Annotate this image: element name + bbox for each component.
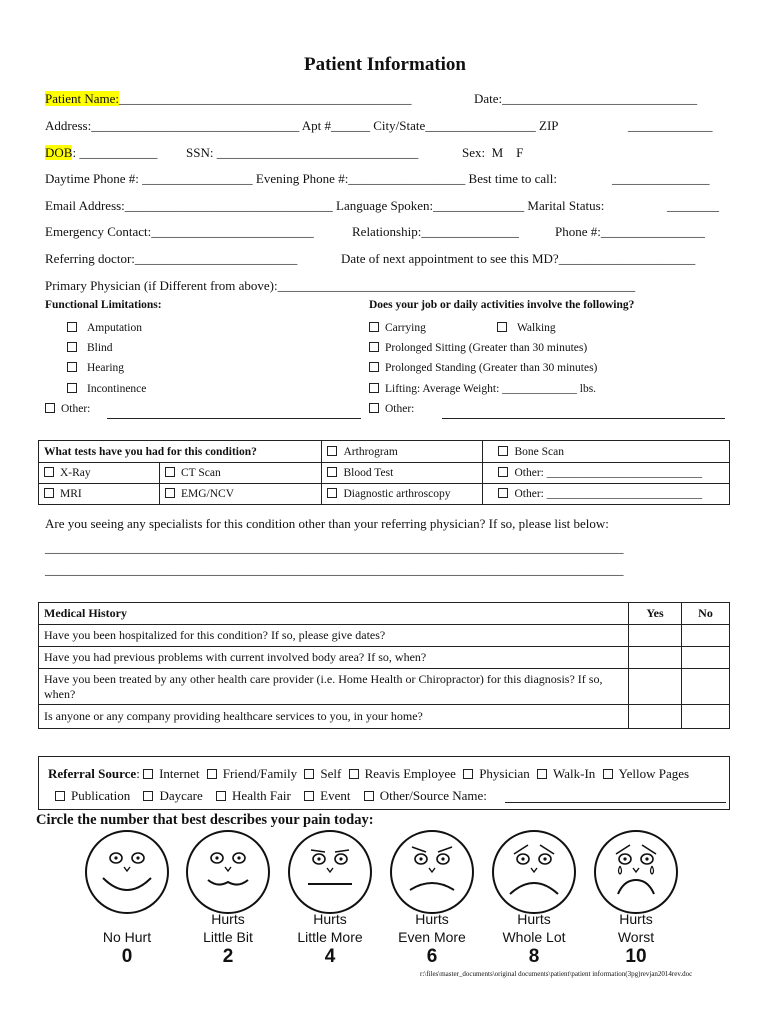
no-column-header: No bbox=[682, 603, 730, 625]
email-language-fields[interactable]: Email Address:________________________________ Language Spoken:______________ Marital Status: bbox=[45, 198, 605, 213]
table-row bbox=[39, 647, 730, 669]
pain-number-6[interactable]: 6 bbox=[426, 946, 438, 967]
checkbox-physician[interactable]: Physician bbox=[463, 766, 530, 781]
dob-field[interactable]: DOB: ____________ bbox=[45, 145, 158, 160]
marital-status-field[interactable]: ________ bbox=[667, 198, 719, 213]
checkbox-prolonged-sitting[interactable]: Prolonged Sitting (Greater than 30 minutes) bbox=[369, 342, 587, 354]
pain-number-4[interactable]: 4 bbox=[324, 946, 336, 967]
answer-yes-4[interactable] bbox=[629, 705, 682, 729]
checkbox-daycare[interactable]: Daycare bbox=[143, 788, 202, 803]
checkbox-icon bbox=[304, 791, 314, 801]
face-label-2: Hurts Little Bit bbox=[203, 911, 253, 945]
history-question-4: Is anyone or any company providing healthcare services to you, in your home? bbox=[39, 705, 629, 729]
checkbox-ct-scan[interactable]: CT Scan bbox=[160, 463, 322, 484]
pain-scale-heading: Circle the number that best describes your pain today: bbox=[36, 812, 374, 828]
functional-other-line[interactable] bbox=[107, 418, 361, 419]
face-hurts-worst-icon[interactable] bbox=[595, 831, 677, 913]
phone-fields[interactable]: Daytime Phone #: _________________ Evening Phone #:__________________ Best time to call: bbox=[45, 171, 558, 186]
emergency-contact-field[interactable]: Emergency Contact:_________________________ bbox=[45, 224, 314, 239]
checkbox-icon bbox=[349, 769, 359, 779]
dob-label: DOB bbox=[45, 145, 73, 160]
tests-question: What tests have you had for this condition? bbox=[39, 441, 322, 463]
checkbox-icon bbox=[463, 769, 473, 779]
medical-history-table bbox=[38, 602, 730, 729]
face-label-10: Hurts Worst bbox=[617, 911, 655, 945]
answer-yes-1[interactable] bbox=[629, 625, 682, 647]
checkbox-blind[interactable]: Blind bbox=[67, 342, 113, 354]
ssn-field[interactable]: SSN: _______________________________ bbox=[186, 145, 419, 160]
checkbox-internet[interactable]: Internet bbox=[143, 766, 199, 781]
checkbox-icon bbox=[369, 322, 379, 332]
patient-name-line: _____________________________________________ bbox=[119, 91, 412, 106]
checkbox-icon bbox=[44, 467, 54, 477]
medical-history-heading: Medical History bbox=[39, 603, 629, 625]
pain-number-10[interactable]: 10 bbox=[625, 946, 647, 967]
checkbox-icon bbox=[165, 488, 175, 498]
answer-no-1[interactable] bbox=[682, 625, 730, 647]
face-no-hurt-icon[interactable] bbox=[86, 831, 168, 913]
referral-line-2 bbox=[55, 788, 487, 804]
checkbox-icon bbox=[165, 467, 175, 477]
checkbox-icon bbox=[369, 403, 379, 413]
checkbox-functional-other[interactable]: Other: bbox=[45, 403, 90, 415]
checkbox-icon bbox=[67, 383, 77, 393]
table-row bbox=[39, 625, 730, 647]
checkbox-icon bbox=[498, 446, 508, 456]
checkbox-icon bbox=[45, 403, 55, 413]
checkbox-test-other-2[interactable]: Other: ___________________________ bbox=[483, 484, 730, 505]
referral-line-1: Referral Source: Internet Friend/Family Self Reavis Employee Physician Walk-In Yellow Pages bbox=[48, 766, 690, 781]
checkbox-bone-scan[interactable]: Bone Scan bbox=[483, 441, 730, 463]
checkbox-diagnostic-arthroscopy[interactable]: Diagnostic arthroscopy bbox=[322, 484, 483, 505]
page-title: Patient Information bbox=[303, 54, 466, 75]
table-row bbox=[39, 669, 730, 705]
checkbox-icon bbox=[55, 791, 65, 801]
job-other-line[interactable] bbox=[442, 418, 725, 419]
next-appointment-field[interactable]: Date of next appointment to see this MD?_____________________ bbox=[341, 251, 696, 266]
pain-number-2[interactable]: 2 bbox=[222, 946, 234, 967]
best-time-field[interactable]: _______________ bbox=[612, 171, 710, 186]
checkbox-lifting[interactable]: Lifting: Average Weight: _____________ lbs. bbox=[369, 383, 596, 395]
checkbox-hearing[interactable]: Hearing bbox=[67, 362, 124, 374]
checkbox-event[interactable]: Event bbox=[304, 788, 350, 803]
address-field[interactable]: Address:________________________________ Apt #______ City/State_________________ ZIP bbox=[45, 118, 559, 133]
checkbox-xray[interactable]: X-Ray bbox=[39, 463, 160, 484]
checkbox-friend-family[interactable]: Friend/Family bbox=[207, 766, 297, 781]
checkbox-reavis-employee[interactable]: Reavis Employee bbox=[349, 766, 456, 781]
checkbox-icon bbox=[369, 342, 379, 352]
other-source-line[interactable] bbox=[505, 802, 726, 803]
checkbox-icon bbox=[143, 769, 153, 779]
answer-no-3[interactable] bbox=[682, 669, 730, 705]
yes-column-header: Yes bbox=[629, 603, 682, 625]
checkbox-icon bbox=[498, 488, 508, 498]
pain-number-0[interactable]: 0 bbox=[121, 946, 133, 967]
checkbox-yellow-pages[interactable]: Yellow Pages bbox=[603, 766, 690, 781]
checkbox-test-other-1[interactable]: Other: ___________________________ bbox=[483, 463, 730, 484]
patient-name-label: Patient Name: bbox=[45, 91, 120, 106]
referral-source-label: Referral Source bbox=[48, 766, 137, 781]
checkbox-icon bbox=[603, 769, 613, 779]
checkbox-prolonged-standing[interactable]: Prolonged Standing (Greater than 30 minutes) bbox=[369, 362, 597, 374]
face-hurts-whole-lot-icon[interactable] bbox=[493, 831, 575, 913]
checkbox-icon bbox=[327, 488, 337, 498]
face-hurts-even-more-icon[interactable] bbox=[391, 831, 473, 913]
history-question-1: Have you been hospitalized for this condition? If so, please give dates? bbox=[39, 625, 629, 647]
checkbox-mri[interactable]: MRI bbox=[39, 484, 160, 505]
table-row bbox=[39, 705, 730, 729]
answer-no-2[interactable] bbox=[682, 647, 730, 669]
checkbox-walk-in[interactable]: Walk-In bbox=[537, 766, 595, 781]
job-activities-heading: Does your job or daily activities involve the following? bbox=[369, 299, 635, 311]
checkbox-amputation[interactable]: Amputation bbox=[67, 322, 142, 334]
checkbox-blood-test[interactable]: Blood Test bbox=[322, 463, 483, 484]
checkbox-icon bbox=[207, 769, 217, 779]
checkbox-arthrogram[interactable]: Arthrogram bbox=[322, 441, 483, 463]
specialists-line-1[interactable]: _________________________________________________________________________________________ bbox=[45, 540, 624, 555]
checkbox-other-source[interactable]: Other/Source Name: bbox=[364, 788, 487, 803]
checkbox-job-other[interactable]: Other: bbox=[369, 403, 414, 415]
checkbox-health-fair[interactable]: Health Fair bbox=[216, 788, 291, 803]
pain-faces bbox=[0, 828, 770, 914]
checkbox-icon bbox=[304, 769, 314, 779]
functional-limitations-heading: Functional Limitations: bbox=[45, 299, 162, 311]
checkbox-incontinence[interactable]: Incontinence bbox=[67, 383, 146, 395]
answer-yes-3[interactable] bbox=[629, 669, 682, 705]
date-field[interactable]: Date:______________________________ bbox=[474, 91, 698, 106]
checkbox-icon bbox=[369, 383, 379, 393]
checkbox-icon bbox=[143, 791, 153, 801]
answer-yes-2[interactable] bbox=[629, 647, 682, 669]
file-path-footer: r:\files\master_documents\original documents\patient\patient information(3pg)revjan2014rev.doc bbox=[420, 970, 693, 978]
face-label-0: No Hurt bbox=[102, 929, 152, 945]
checkbox-icon bbox=[67, 322, 77, 332]
answer-no-4[interactable] bbox=[682, 705, 730, 729]
history-question-3: Have you been treated by any other health care provider (i.e. Home Health or Chiropractor) for this diagnosis? If so, when? bbox=[39, 669, 629, 705]
checkbox-walking[interactable]: Walking bbox=[497, 322, 556, 334]
emergency-phone-field[interactable]: Phone #:________________ bbox=[555, 224, 705, 239]
face-hurts-little-more-icon[interactable] bbox=[289, 831, 371, 913]
checkbox-emg-ncv[interactable]: EMG/NCV bbox=[160, 484, 322, 505]
checkbox-carrying[interactable]: Carrying bbox=[369, 322, 426, 334]
checkbox-icon bbox=[498, 467, 508, 477]
zip-field[interactable]: _____________ bbox=[628, 118, 713, 133]
pain-number-8[interactable]: 8 bbox=[528, 946, 540, 967]
face-label-4: Hurts Little More bbox=[297, 911, 363, 945]
checkbox-icon bbox=[537, 769, 547, 779]
checkbox-icon bbox=[364, 791, 374, 801]
checkbox-icon bbox=[327, 467, 337, 477]
checkbox-icon bbox=[67, 362, 77, 372]
specialists-question: Are you seeing any specialists for this condition other than your referring physician? If so, please list below: bbox=[45, 516, 609, 531]
face-hurts-little-bit-icon[interactable] bbox=[187, 831, 269, 913]
history-question-2: Have you had previous problems with current involved body area? If so, when? bbox=[39, 647, 629, 669]
checkbox-self[interactable]: Self bbox=[304, 766, 341, 781]
tests-table bbox=[38, 440, 730, 505]
checkbox-icon bbox=[497, 322, 507, 332]
checkbox-icon bbox=[216, 791, 226, 801]
checkbox-icon bbox=[369, 362, 379, 372]
referring-doctor-field[interactable]: Referring doctor:_________________________ bbox=[45, 251, 298, 266]
checkbox-icon bbox=[67, 342, 77, 352]
face-label-8: Hurts Whole Lot bbox=[502, 911, 566, 945]
sex-field[interactable]: Sex: M F bbox=[462, 145, 524, 160]
checkbox-publication[interactable]: Publication bbox=[55, 788, 130, 803]
patient-name-field[interactable] bbox=[45, 91, 412, 107]
primary-physician-field[interactable]: Primary Physician (if Different from above):_______________________________________________________ bbox=[45, 278, 636, 293]
checkbox-icon bbox=[327, 446, 337, 456]
checkbox-icon bbox=[44, 488, 54, 498]
specialists-line-2[interactable]: _________________________________________________________________________________________ bbox=[45, 562, 624, 577]
face-label-6: Hurts Even More bbox=[398, 911, 466, 945]
relationship-field[interactable]: Relationship:_______________ bbox=[352, 224, 519, 239]
